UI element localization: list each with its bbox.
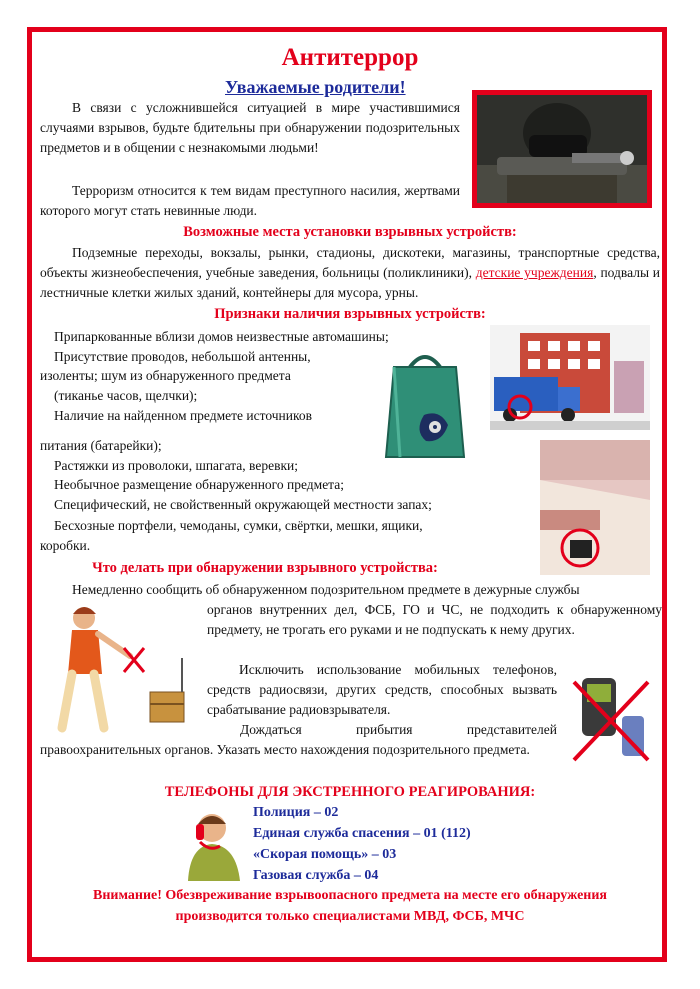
stairwell-illustration: [540, 440, 650, 575]
phone-rescue: Единая служба спасения – 01 (112): [253, 826, 471, 841]
signs-item: питания (батарейки);: [40, 438, 162, 453]
signs-item: Наличие на найденном предмете источников: [54, 408, 312, 423]
actions-paragraph-2: Исключить использование мобильных телефонов, средств радиосвязи, других средств, способных вызвать срабатывание радиовзрывателя.: [207, 662, 557, 717]
footer-warning-line-2: производится только специалистами МВД, ФСБ, МЧС: [175, 909, 525, 924]
signs-item: Бесхозные портфели, чемоданы, сумки, свёртки, мешки, ящики,: [54, 518, 423, 533]
poster-title: Антитеррор: [281, 44, 419, 71]
signs-item: Припаркованные вблизи домов неизвестные автомашины;: [54, 329, 389, 344]
signs-item: Необычное размещение обнаруженного предмета;: [54, 477, 344, 492]
places-text-start: Подземные переходы, вокзалы, рынки, стадионы, дискотеки, магазины, транспортные средства, объекты жизнеобеспечения, учебные заведения, больницы (поликлиники),: [40, 245, 660, 280]
phone-police: Полиция – 02: [253, 805, 339, 820]
intro-paragraph-2: Терроризм относится к тем видам преступного насилия, жертвами которого могут стать невинные люди.: [40, 183, 460, 218]
section-actions-heading: Что делать при обнаружении взрывного устройства:: [92, 560, 438, 576]
poster-subtitle: Уважаемые родители!: [225, 77, 406, 97]
building-truck-illustration: [490, 325, 650, 430]
places-link-children-institutions[interactable]: детские учреждения: [475, 265, 594, 280]
intro-paragraph-1: В связи с усложнившейся ситуацией в мире участившимися случаями взрывов, будьте бдительны при обнаружении подозрительных предметов и в общении с незнакомыми людьми!: [40, 100, 460, 155]
actions-paragraph-1-first-line: Немедленно сообщить об обнаруженном подозрительном предмете в дежурные службы: [72, 582, 580, 597]
signs-item: Присутствие проводов, небольшой антенны,: [54, 349, 311, 364]
signs-item: (тиканье часов, щелчки);: [54, 388, 198, 403]
section-places-heading: Возможные места установки взрывных устройств:: [183, 224, 517, 240]
signs-item: коробки.: [40, 538, 91, 553]
signs-item: Специфический, не свойственный окружающей местности запах;: [54, 497, 432, 512]
section-places-text: [40, 243, 660, 303]
phones-heading: ТЕЛЕФОНЫ ДЛЯ ЭКСТРЕННОГО РЕАГИРОВАНИЯ:: [164, 784, 536, 800]
radio-phone-illustration: [570, 672, 655, 767]
suspicious-bag-illustration: [380, 345, 470, 465]
phone-gas: Газовая служба – 04: [253, 868, 379, 883]
places-text-end: , подвалы и лестничные клетки жилых зданий, контейнеры для мусора, урны.: [40, 265, 661, 300]
phone-ambulance: «Скорая помощь» – 03: [253, 847, 397, 862]
woman-box-illustration: [42, 600, 202, 740]
actions-paragraph-3-first-line: Дождаться прибытия представителей: [240, 722, 557, 737]
operator-phone-illustration: [180, 806, 250, 881]
signs-item: изоленты; шум из обнаруженного предмета: [40, 368, 291, 383]
soldier-photo: [472, 90, 652, 208]
footer-warning-line-1: Внимание! Обезвреживание взрывоопасного предмета на месте его обнаружения: [92, 888, 608, 903]
actions-paragraph-3: правоохранительных органов. Указать место нахождения подозрительного предмета.: [40, 742, 530, 757]
section-signs-heading: Признаки наличия взрывных устройств:: [214, 306, 486, 322]
signs-item: Растяжки из проволоки, шпагата, веревки;: [54, 458, 298, 473]
actions-paragraph-1: органов внутренних дел, ФСБ, ГО и ЧС, не подходить к обнаруженному предмету, не трогать его руками и не подпускать к нему других.: [207, 602, 662, 637]
